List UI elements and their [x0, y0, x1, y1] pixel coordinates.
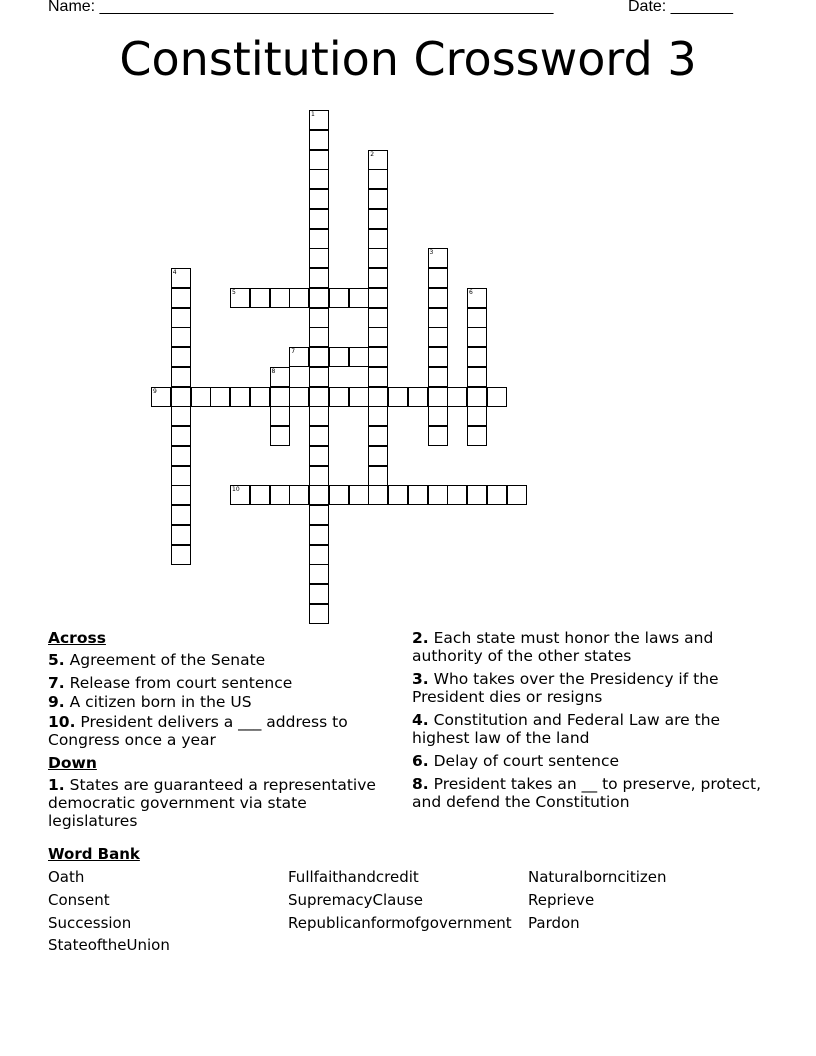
grid-cell[interactable]	[171, 466, 191, 486]
grid-cell[interactable]	[467, 367, 487, 387]
cell-number: 6	[469, 288, 473, 296]
grid-cell[interactable]	[171, 387, 191, 407]
grid-cell[interactable]	[507, 485, 527, 505]
grid-cell[interactable]	[368, 406, 388, 426]
grid-cell[interactable]	[309, 347, 329, 367]
across-heading: Across	[48, 629, 106, 647]
cell-number: 4	[172, 269, 177, 276]
cell-number: 8	[271, 367, 276, 375]
grid-cell[interactable]	[230, 288, 250, 308]
clue-down-2	[412, 629, 768, 665]
grid-cell[interactable]	[467, 347, 487, 367]
grid-cell[interactable]	[368, 308, 388, 328]
grid-cell[interactable]	[428, 406, 448, 426]
grid-cell[interactable]	[270, 406, 290, 426]
grid-cell[interactable]	[428, 347, 448, 367]
grid-cell[interactable]	[368, 189, 388, 209]
grid-cell[interactable]	[309, 387, 329, 407]
clue-text: President delivers a ___ address to Congress once a year	[48, 713, 348, 749]
grid-cell[interactable]	[309, 485, 329, 505]
grid-cell[interactable]	[171, 268, 191, 288]
grid-cell[interactable]	[428, 268, 448, 288]
name-field-label: Name: ___________________________________________________	[48, 0, 554, 15]
grid-cell[interactable]	[289, 485, 309, 505]
grid-cell[interactable]	[368, 248, 388, 268]
grid-cell[interactable]	[309, 169, 329, 189]
grid-cell[interactable]	[171, 446, 191, 466]
grid-cell[interactable]	[171, 406, 191, 426]
grid-cell[interactable]	[349, 347, 369, 367]
grid-cell[interactable]	[230, 485, 250, 505]
clues-left-column	[48, 629, 400, 830]
grid-cell[interactable]	[428, 327, 448, 347]
grid-cell[interactable]	[309, 604, 329, 624]
grid-cell[interactable]	[368, 446, 388, 466]
clue-text: A citizen born in the US	[69, 693, 252, 711]
grid-cell[interactable]	[368, 169, 388, 189]
grid-cell[interactable]	[447, 387, 467, 407]
grid-cell[interactable]	[210, 387, 230, 407]
grid-cell[interactable]	[270, 426, 290, 446]
grid-cell[interactable]	[250, 485, 270, 505]
clue-text: States are guaranteed a representative democratic government via state legislatures	[48, 776, 376, 830]
grid-cell[interactable]	[309, 150, 329, 170]
clue-number: 4.	[412, 711, 429, 729]
grid-cell[interactable]	[309, 209, 329, 229]
grid-cell[interactable]	[151, 387, 171, 407]
grid-cell[interactable]	[428, 485, 448, 505]
grid-cell[interactable]	[467, 406, 487, 426]
grid-cell[interactable]	[329, 387, 349, 407]
word-bank-item: Succession	[48, 914, 132, 932]
grid-cell[interactable]	[230, 387, 250, 407]
grid-cell[interactable]	[309, 189, 329, 209]
grid-cell[interactable]	[250, 288, 270, 308]
grid-cell[interactable]	[309, 466, 329, 486]
clue-across-5	[48, 651, 400, 669]
grid-cell[interactable]	[487, 387, 507, 407]
clue-number: 3.	[412, 670, 429, 688]
grid-cell[interactable]	[428, 308, 448, 328]
word-bank-item: SupremacyClause	[288, 891, 423, 909]
grid-cell[interactable]	[428, 248, 448, 268]
page-title: Constitution Crossword 3	[119, 32, 697, 86]
grid-cell[interactable]	[487, 485, 507, 505]
grid-cell[interactable]	[349, 485, 369, 505]
grid-cell[interactable]	[270, 485, 290, 505]
grid-cell[interactable]	[171, 288, 191, 308]
word-bank-item: Republicanformofgovernment	[288, 914, 512, 932]
grid-cell[interactable]	[309, 229, 329, 249]
grid-cell[interactable]	[171, 308, 191, 328]
grid-cell[interactable]	[408, 387, 428, 407]
grid-cell[interactable]	[467, 426, 487, 446]
grid-cell[interactable]	[329, 347, 349, 367]
word-bank-title: Word Bank	[48, 845, 140, 863]
clue-number: 6.	[412, 752, 429, 770]
grid-cell[interactable]	[368, 485, 388, 505]
grid-cell[interactable]	[368, 367, 388, 387]
grid-cell[interactable]	[171, 525, 191, 545]
grid-cell[interactable]	[368, 387, 388, 407]
grid-cell[interactable]	[309, 327, 329, 347]
grid-cell[interactable]	[388, 485, 408, 505]
clue-down-4	[412, 711, 768, 747]
clue-text: Agreement of the Senate	[69, 651, 266, 669]
clue-number: 1.	[48, 776, 65, 794]
clue-text: President takes an __ to preserve, protect, and defend the Constitution	[412, 775, 762, 811]
down-heading: Down	[48, 754, 97, 772]
grid-cell[interactable]	[349, 387, 369, 407]
grid-cell[interactable]	[289, 347, 309, 367]
grid-cell[interactable]	[309, 564, 329, 584]
grid-cell[interactable]	[368, 209, 388, 229]
grid-cell[interactable]	[368, 426, 388, 446]
grid-cell[interactable]	[428, 387, 448, 407]
grid-cell[interactable]	[368, 327, 388, 347]
grid-cell[interactable]	[368, 347, 388, 367]
cell-number: 1	[311, 111, 315, 118]
grid-cell[interactable]	[309, 584, 329, 604]
grid-cell[interactable]	[329, 485, 349, 505]
grid-cell[interactable]	[289, 288, 309, 308]
grid-cell[interactable]	[309, 288, 329, 308]
grid-cell[interactable]	[368, 229, 388, 249]
clue-number: 7.	[48, 674, 65, 692]
grid-cell[interactable]	[467, 327, 487, 347]
grid-cell[interactable]	[270, 367, 290, 387]
word-bank-item: StateoftheUnion	[48, 936, 170, 954]
grid-cell[interactable]	[309, 367, 329, 387]
date-field-label: Date: _______	[628, 0, 733, 15]
grid-cell[interactable]	[309, 406, 329, 426]
grid-cell[interactable]	[250, 387, 270, 407]
word-bank-item: Pardon	[528, 914, 580, 932]
grid-cell[interactable]	[388, 387, 408, 407]
grid-cell[interactable]	[368, 150, 388, 170]
grid-cell[interactable]	[447, 485, 467, 505]
grid-cell[interactable]	[428, 367, 448, 387]
word-bank-item: Consent	[48, 891, 110, 909]
grid-cell[interactable]	[428, 288, 448, 308]
grid-cell[interactable]	[191, 387, 211, 407]
clue-down-1	[48, 776, 400, 830]
word-bank-item: Naturalborncitizen	[528, 868, 667, 886]
grid-cell[interactable]	[349, 288, 369, 308]
grid-cell[interactable]	[467, 308, 487, 328]
grid-cell[interactable]	[171, 327, 191, 347]
word-bank-item: Oath	[48, 868, 85, 886]
grid-cell[interactable]	[309, 248, 329, 268]
grid-cell[interactable]	[171, 545, 191, 565]
grid-cell[interactable]	[171, 367, 191, 387]
clue-down-8	[412, 775, 768, 811]
word-bank-item: Fullfaithandcredit	[288, 868, 419, 886]
grid-cell[interactable]	[309, 110, 329, 130]
clue-text: Release from court sentence	[69, 674, 293, 692]
cell-number: 3	[429, 249, 434, 257]
grid-cell[interactable]	[368, 268, 388, 288]
grid-cell[interactable]	[467, 288, 487, 308]
grid-cell[interactable]	[309, 308, 329, 328]
cell-number: 7	[291, 348, 296, 355]
word-bank-item: Reprieve	[528, 891, 595, 909]
clue-text: Each state must honor the laws and authority of the other states	[412, 629, 714, 665]
grid-cell[interactable]	[171, 505, 191, 525]
grid-cell[interactable]	[368, 466, 388, 486]
clue-text: Who takes over the Presidency if the President dies or resigns	[412, 670, 719, 706]
grid-cell[interactable]	[467, 387, 487, 407]
clue-number: 5.	[48, 651, 65, 669]
grid-cell[interactable]	[171, 347, 191, 367]
grid-cell[interactable]	[309, 130, 329, 150]
cell-number: 5	[232, 288, 236, 296]
clue-number: 9.	[48, 693, 65, 711]
grid-cell[interactable]	[329, 288, 349, 308]
clue-number: 8.	[412, 775, 429, 793]
grid-cell[interactable]	[309, 446, 329, 466]
clue-text: Constitution and Federal Law are the highest law of the land	[412, 711, 721, 747]
cell-number: 9	[153, 387, 157, 395]
grid-cell[interactable]	[309, 525, 329, 545]
grid-cell[interactable]	[428, 426, 448, 446]
cell-number: 2	[370, 150, 375, 158]
grid-cell[interactable]	[171, 426, 191, 446]
grid-cell[interactable]	[309, 505, 329, 525]
grid-cell[interactable]	[309, 268, 329, 288]
grid-cell[interactable]	[309, 545, 329, 565]
grid-cell[interactable]	[368, 288, 388, 308]
grid-cell[interactable]	[270, 387, 290, 407]
clue-number: 10.	[48, 713, 76, 731]
clue-across-10	[48, 713, 400, 749]
clue-number: 2.	[412, 629, 429, 647]
clue-down-3	[412, 670, 768, 706]
grid-cell[interactable]	[289, 387, 309, 407]
clues-right-column	[412, 629, 768, 811]
grid-cell[interactable]	[270, 288, 290, 308]
grid-cell[interactable]	[467, 485, 487, 505]
grid-cell[interactable]	[309, 426, 329, 446]
clue-across-7	[48, 674, 400, 692]
clue-down-6	[412, 752, 768, 770]
grid-cell[interactable]	[408, 485, 428, 505]
grid-cell[interactable]	[171, 485, 191, 505]
clue-across-9	[48, 693, 400, 711]
cell-number: 10	[232, 486, 240, 494]
clue-text: Delay of court sentence	[433, 752, 620, 770]
